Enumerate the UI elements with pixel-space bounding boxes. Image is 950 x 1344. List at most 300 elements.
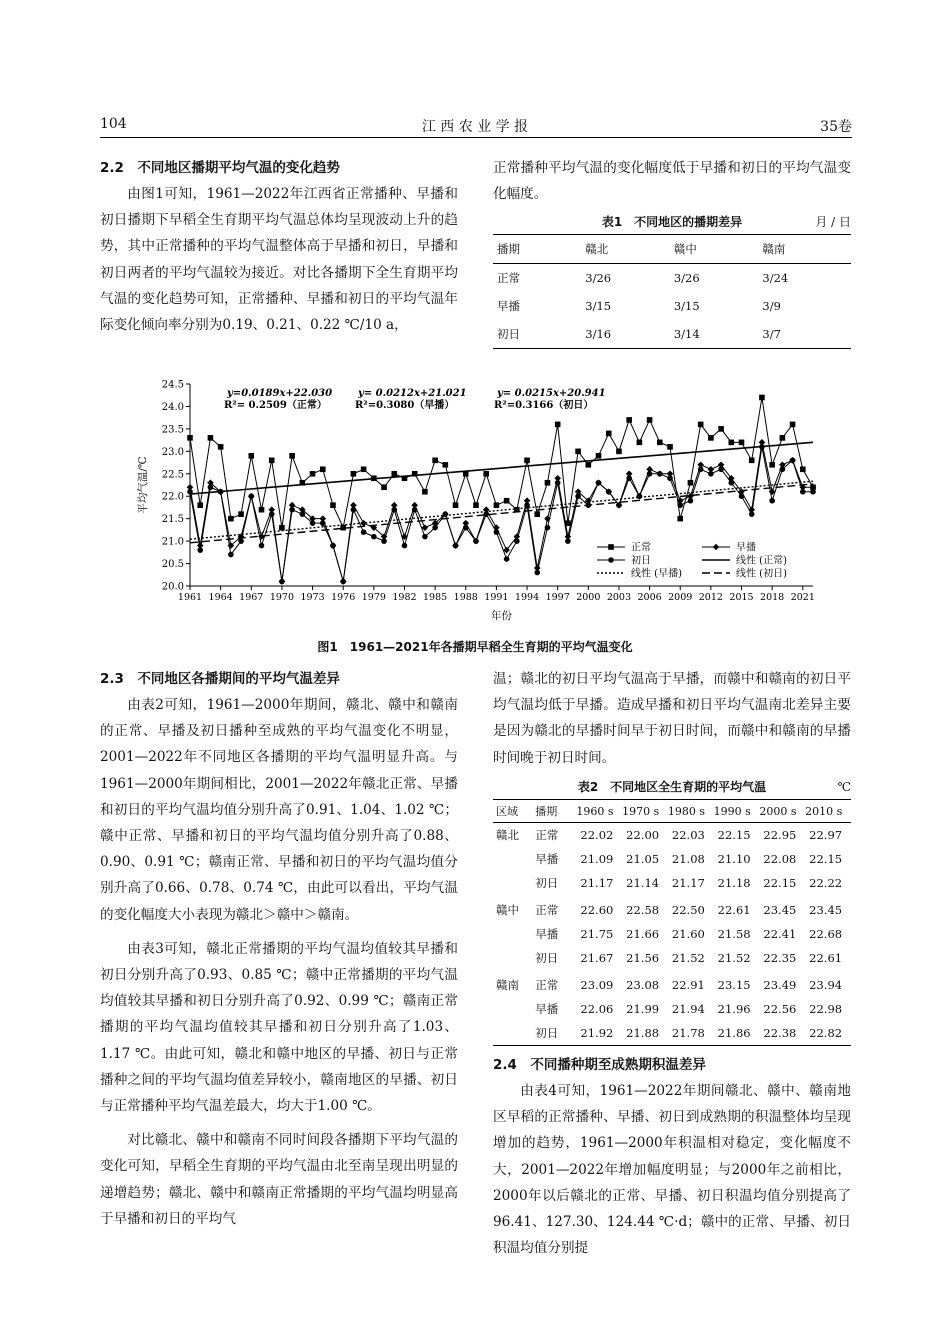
table-cell: 21.52 xyxy=(671,951,705,965)
table-cell: 正常 xyxy=(535,903,559,917)
table-header-cell: 赣北 xyxy=(585,235,674,264)
table-cell: 22.95 xyxy=(763,828,797,842)
data-point xyxy=(718,426,724,432)
table-cell: 22.41 xyxy=(763,927,797,941)
data-point xyxy=(790,422,796,428)
y-axis-label: 平均气温/℃ xyxy=(137,456,149,514)
data-point xyxy=(248,453,254,459)
table-cell: 22.03 xyxy=(671,828,705,842)
table-cell: 22.15 xyxy=(717,828,751,842)
data-point xyxy=(708,435,714,441)
data-point xyxy=(534,570,540,576)
data-point xyxy=(524,502,530,508)
table-cell: 22.38 xyxy=(763,1026,797,1040)
data-point xyxy=(320,466,326,472)
table-header-row xyxy=(493,235,851,264)
table-cell: 早播 xyxy=(535,1002,559,1016)
x-tick-label: 1970 xyxy=(269,592,295,603)
data-point xyxy=(494,529,500,535)
table-cell xyxy=(493,871,535,895)
data-point xyxy=(218,444,224,450)
table-caption: 表2 不同地区全生育期的平均气温 xyxy=(577,780,767,794)
y-tick-label: 24.5 xyxy=(161,379,184,391)
table-cell: 21.17 xyxy=(671,876,705,890)
data-point xyxy=(238,511,244,517)
table-cell: 22.68 xyxy=(809,927,843,941)
data-point xyxy=(371,534,377,540)
data-point xyxy=(187,435,193,441)
x-tick-label: 1994 xyxy=(514,592,540,603)
trend-equation: y= 0.0215x+20.941 xyxy=(497,388,606,399)
table-cell: 23.49 xyxy=(763,978,797,992)
x-tick-label: 2021 xyxy=(790,592,815,603)
table-cell: 22.50 xyxy=(671,903,705,917)
table-cell: 22.60 xyxy=(580,903,614,917)
table-cell: 23.45 xyxy=(809,903,843,917)
table-cell: 早播 xyxy=(497,299,520,313)
table-cell: 初日 xyxy=(497,327,520,341)
data-point xyxy=(248,493,254,499)
data-point xyxy=(187,489,193,495)
table-cell: 早播 xyxy=(535,852,559,866)
x-tick-label: 1979 xyxy=(361,592,386,603)
trend-line-2 xyxy=(190,481,813,539)
table-cell: 赣中 xyxy=(496,903,519,917)
table-cell: 22.61 xyxy=(809,951,843,965)
section-2-2 xyxy=(100,155,458,338)
table-cell: 22.58 xyxy=(626,903,660,917)
table-cell: 21.60 xyxy=(671,927,705,941)
table-cell: 赣北 xyxy=(496,828,519,842)
data-point xyxy=(381,538,387,544)
data-point xyxy=(769,498,775,504)
series-line-1 xyxy=(190,397,813,527)
data-point xyxy=(637,440,643,446)
table-cell: 初日 xyxy=(535,951,559,965)
data-point xyxy=(677,502,683,508)
table-cell: 22.91 xyxy=(671,978,705,992)
table-cell: 3/26 xyxy=(673,271,700,285)
x-tick-label: 1976 xyxy=(331,592,356,603)
x-tick-label: 1982 xyxy=(392,592,417,603)
data-point xyxy=(463,471,469,477)
section-2-3 xyxy=(100,666,458,1232)
table-header-cell: 2010 s xyxy=(805,800,851,823)
data-point xyxy=(443,462,449,468)
table-cell: 21.08 xyxy=(671,852,705,866)
table-cell: 21.17 xyxy=(580,876,614,890)
legend-label: 线性 (初日) xyxy=(736,568,787,580)
data-point xyxy=(453,502,459,508)
data-point xyxy=(361,529,367,535)
data-point xyxy=(197,547,203,553)
table-header-cell: 2000 s xyxy=(759,800,805,823)
x-axis-label: 年份 xyxy=(491,610,512,622)
table-cell: 22.98 xyxy=(809,1002,843,1016)
table-row xyxy=(493,264,851,293)
data-point xyxy=(279,579,285,585)
data-point xyxy=(800,466,806,472)
table-row xyxy=(493,292,851,320)
data-table xyxy=(493,799,851,1046)
journal-title: 江 西 农 业 学 报 xyxy=(421,119,529,135)
table-1 xyxy=(493,212,851,349)
paragraph: 由表2可知，1961—2000年期间，赣北、赣中和赣南的正常、早播及初日播种至成熟的平均气温变化不明显，2001—2022年不同地区各播期的平均气温明显升高。与1961—2000年期间相比，2001—2022年赣北正常、早播和初日的平均气温均值分别升高了0.91、1.04、1.02 ℃；赣中正常、早播和初日的平均气温均值分别升高了0.88、0.90、0.91 ℃；赣南正常、早播和初日的平均气温均值分别升高了0.66、0.78、0.74 ℃，由此可以看出，平均气温的变化幅度大小表现为赣北＞赣中＞赣南。 xyxy=(100,697,458,923)
data-point xyxy=(810,489,816,495)
table-cell: 22.06 xyxy=(580,1002,614,1016)
data-point xyxy=(688,498,694,504)
table-cell: 22.15 xyxy=(809,852,843,866)
data-point xyxy=(698,466,704,472)
trend-r2: R²=0.3166（初日） xyxy=(494,400,594,411)
section-2-2-continued xyxy=(493,155,851,207)
paragraph: 由表4可知，1961—2022年期间赣北、赣中、赣南地区早稻的正常播种、早播、初日到成熟期的积温整体均呈现增加的趋势，1961—2000年积温相对稳定，变化幅度不大，2001—2022年增加幅度明显；与2000年之前相比，2000年以后赣北的正常、早播、初日积温均值分别提高了96.41、127.30、124.44 ℃·d；赣中的正常、早播、初日积温均值分别提 xyxy=(493,1083,851,1257)
data-point xyxy=(402,475,408,481)
x-tick-label: 2000 xyxy=(576,592,601,603)
table-header-cell: 区域 xyxy=(493,800,535,823)
table-cell: 21.10 xyxy=(717,852,751,866)
section-2-4 xyxy=(493,1052,851,1261)
table-cell: 22.61 xyxy=(717,903,751,917)
data-point xyxy=(310,520,316,526)
paragraph: 正常播种平均气温的变化幅度低于早播和初日的平均气温变化幅度。 xyxy=(493,160,851,203)
data-point xyxy=(626,417,632,423)
data-point xyxy=(453,543,459,549)
table-cell: 22.82 xyxy=(809,1026,843,1040)
data-point xyxy=(422,489,428,495)
data-point xyxy=(504,498,510,504)
table-cell: 初日 xyxy=(535,1026,559,1040)
y-tick-label: 24.0 xyxy=(161,401,184,413)
table-cell: 23.09 xyxy=(580,978,614,992)
data-point xyxy=(575,493,581,499)
data-point xyxy=(463,525,469,531)
paragraph: 对比赣北、赣中和赣南不同时间段各播期下平均气温的变化可知，早稻全生育期的平均气温由北至南呈现出明显的递增趋势；赣北、赣中和赣南正常播期的平均气温均明显高于早播和初日的平均气 xyxy=(100,1132,458,1227)
table-cell: 21.99 xyxy=(626,1002,660,1016)
data-point xyxy=(228,552,234,558)
data-point xyxy=(616,449,622,455)
data-point xyxy=(412,507,418,513)
data-point xyxy=(391,471,397,477)
data-point xyxy=(800,489,806,495)
data-point xyxy=(749,511,755,517)
x-tick-label: 2018 xyxy=(760,592,785,603)
data-point xyxy=(759,444,765,450)
table-cell: 21.92 xyxy=(580,1026,614,1040)
table-2 xyxy=(493,777,851,1046)
data-point xyxy=(340,525,346,531)
data-point xyxy=(534,511,540,517)
data-point xyxy=(780,466,786,472)
data-point xyxy=(391,507,397,513)
legend-label: 初日 xyxy=(631,555,651,567)
data-point xyxy=(259,543,265,549)
data-point xyxy=(759,395,765,401)
data-point xyxy=(238,538,244,544)
data-point xyxy=(688,480,694,486)
trend-equation: y= 0.0212x+21.021 xyxy=(358,388,467,399)
data-point xyxy=(790,458,796,464)
data-point xyxy=(443,511,449,517)
x-tick-label: 1988 xyxy=(453,592,478,603)
data-point xyxy=(739,440,745,446)
x-tick-label: 1997 xyxy=(545,592,570,603)
data-point xyxy=(708,471,714,477)
data-point xyxy=(586,462,592,468)
table-cell: 3/14 xyxy=(673,327,700,341)
data-point xyxy=(289,453,295,459)
y-tick-label: 23.0 xyxy=(161,446,184,458)
table-cell: 22.56 xyxy=(763,1002,797,1016)
data-point xyxy=(596,480,602,486)
volume-label: 35卷 xyxy=(820,119,852,135)
table-cell: 21.05 xyxy=(626,852,660,866)
table-unit: ℃ xyxy=(837,780,851,794)
table-cell: 22.22 xyxy=(809,876,843,890)
data-point xyxy=(494,502,500,508)
trend-equation: y=0.0189x+22.030 xyxy=(227,388,333,399)
data-point xyxy=(616,502,622,508)
data-point xyxy=(749,458,755,464)
table-cell: 21.58 xyxy=(717,927,751,941)
table-header-cell: 播期 xyxy=(535,800,576,823)
table-cell: 21.09 xyxy=(580,852,614,866)
table-cell: 3/9 xyxy=(762,299,781,313)
legend-label: 早播 xyxy=(736,542,756,554)
section-2-3-continued xyxy=(493,666,851,771)
paragraph: 由图1可知，1961—2022年江西省正常播种、早播和初日播期下早稻全生育期平均气温总体均呈现波动上升的趋势，其中正常播种的平均气温整体高于早播和初日，早播和初日两者的平均气温较为接近。对比各播期下全生育期平均气温的变化趋势可知，正常播种、早播和初日的平均气温年际变化倾向率分别为0.19、0.21、0.22 ℃/10 a， xyxy=(100,186,458,334)
x-tick-label: 1973 xyxy=(300,592,325,603)
data-point xyxy=(259,507,265,513)
paragraph: 由表3可知，赣北正常播期的平均气温均值较其早播和初日分别升高了0.93、0.85 ℃；赣中正常播期的平均气温均值较其早播和初日分别升高了0.92、0.99 ℃；赣南正常播期的平均气温均值较其早播和初日分别升高了1.03、1.17 ℃。由此可知，赣北和赣中地区的早播、初日与正常播种之间的平均气温均值差异较小，赣南地区的早播、初日与正常播种平均气温差最大，均大于1.00 ℃。 xyxy=(100,940,458,1115)
data-point xyxy=(269,511,275,517)
data-point xyxy=(667,475,673,481)
data-point xyxy=(657,440,663,446)
data-point xyxy=(228,516,234,522)
y-tick-label: 21.0 xyxy=(161,536,184,548)
table-cell: 21.86 xyxy=(717,1026,751,1040)
x-tick-label: 1967 xyxy=(239,592,264,603)
legend-label: 线性 (早播) xyxy=(631,568,682,580)
table-cell: 3/24 xyxy=(762,271,789,285)
data-point xyxy=(780,435,786,441)
table-cell: 早播 xyxy=(535,927,559,941)
x-tick-label: 1991 xyxy=(484,592,509,603)
table-cell: 初日 xyxy=(535,876,559,890)
table-row xyxy=(493,847,851,871)
table-row xyxy=(493,320,851,349)
data-point xyxy=(596,453,602,459)
page-number: 104 xyxy=(100,116,127,132)
data-point xyxy=(626,475,632,481)
x-tick-label: 2006 xyxy=(637,592,662,603)
y-tick-label: 22.0 xyxy=(161,491,184,503)
data-point xyxy=(473,502,479,508)
table-cell: 21.56 xyxy=(626,951,660,965)
x-tick-label: 2009 xyxy=(668,592,693,603)
table-cell: 正常 xyxy=(497,271,520,285)
data-point xyxy=(728,480,734,486)
table-cell: 21.18 xyxy=(717,876,751,890)
figure-caption: 图1 1961—2021年各播期早稻全生育期的平均气温变化 xyxy=(317,640,633,654)
data-point xyxy=(208,435,214,441)
data-point xyxy=(677,516,683,522)
table-header-cell: 赣中 xyxy=(674,235,763,264)
data-point xyxy=(371,475,377,481)
figure-1-chart xyxy=(130,372,830,630)
section-title: 2.2 不同地区播期平均气温的变化趋势 xyxy=(100,160,340,176)
data-point xyxy=(197,502,203,508)
table-row xyxy=(493,895,851,922)
x-tick-label: 1964 xyxy=(208,592,233,603)
data-point xyxy=(218,489,224,495)
table-row xyxy=(493,970,851,997)
table-cell: 23.08 xyxy=(626,978,660,992)
data-point xyxy=(422,534,428,540)
data-point xyxy=(483,471,489,477)
data-point xyxy=(606,489,612,495)
data-point xyxy=(432,458,438,464)
table-header-cell: 1980 s xyxy=(668,800,714,823)
table-row xyxy=(493,946,851,970)
data-point xyxy=(545,525,551,531)
table-header-cell: 赣南 xyxy=(762,235,851,264)
table-cell: 23.45 xyxy=(763,903,797,917)
table-header-cell: 1960 s xyxy=(576,800,622,823)
data-point xyxy=(524,458,530,464)
table-row xyxy=(493,823,851,848)
data-point xyxy=(514,507,520,513)
data-point xyxy=(269,458,275,464)
data-point xyxy=(208,484,214,490)
y-tick-label: 22.5 xyxy=(161,469,184,481)
data-point xyxy=(300,480,306,486)
table-cell: 22.97 xyxy=(809,828,843,842)
data-point xyxy=(769,462,775,468)
table-cell: 3/7 xyxy=(762,327,781,341)
table-cell: 21.88 xyxy=(626,1026,660,1040)
legend-label: 正常 xyxy=(631,542,651,554)
data-point xyxy=(320,520,326,526)
data-point xyxy=(351,471,357,477)
table-cell xyxy=(493,946,535,970)
data-point xyxy=(739,493,745,499)
paragraph: 温；赣北的初日平均气温高于早播，而赣中和赣南的初日平均气温均低于早播。造成早播和初日平均气温南北差异主要是因为赣北的早播时间早于初日时间，而赣中和赣南的早播时间晚于初日时间。 xyxy=(493,671,851,766)
data-point xyxy=(330,543,336,549)
x-tick-label: 2015 xyxy=(729,592,754,603)
section-title: 2.4 不同播种期至成熟期积温差异 xyxy=(493,1057,706,1073)
data-point xyxy=(718,466,724,472)
x-tick-label: 2003 xyxy=(606,592,632,603)
trend-r2: R²=0.3080（早播） xyxy=(355,400,455,411)
data-point xyxy=(565,538,571,544)
legend-marker xyxy=(608,557,614,563)
y-tick-label: 21.5 xyxy=(161,514,184,526)
header-rule xyxy=(100,137,852,138)
data-point xyxy=(667,444,673,450)
table-unit: 月 / 日 xyxy=(815,215,851,229)
data-point xyxy=(657,471,663,477)
table-header-cell: 播期 xyxy=(493,235,585,264)
table-cell: 赣南 xyxy=(496,978,519,992)
table-cell: 23.94 xyxy=(809,978,843,992)
table-cell: 21.94 xyxy=(671,1002,705,1016)
legend-label: 线性 (正常) xyxy=(736,555,787,567)
y-tick-label: 20.5 xyxy=(161,559,184,571)
data-point xyxy=(555,422,561,428)
data-point xyxy=(504,556,510,562)
data-point xyxy=(360,520,367,527)
data-point xyxy=(412,471,418,477)
table-cell: 3/26 xyxy=(585,271,612,285)
table-row xyxy=(493,997,851,1021)
table-cell: 21.52 xyxy=(717,951,751,965)
x-tick-label: 1961 xyxy=(177,592,203,603)
table-cell: 21.66 xyxy=(626,927,660,941)
data-point xyxy=(361,466,367,472)
y-tick-label: 23.5 xyxy=(161,424,184,436)
x-tick-label: 2012 xyxy=(698,592,723,603)
y-tick-label: 20.0 xyxy=(161,581,184,593)
data-point xyxy=(647,417,653,423)
data-point xyxy=(300,511,306,517)
table-cell: 21.67 xyxy=(580,951,614,965)
table-cell xyxy=(493,1021,535,1046)
x-tick-label: 1985 xyxy=(423,592,448,603)
data-point xyxy=(514,538,520,544)
table-cell: 22.35 xyxy=(763,951,797,965)
data-point xyxy=(637,493,643,499)
data-point xyxy=(483,511,489,517)
data-point xyxy=(586,502,592,508)
table-cell: 3/15 xyxy=(673,299,700,313)
section-title: 2.3 不同地区各播期间的平均气温差异 xyxy=(100,671,340,687)
table-row xyxy=(493,871,851,895)
data-point xyxy=(575,449,581,455)
data-point xyxy=(606,431,612,437)
data-point xyxy=(351,507,357,513)
data-point xyxy=(289,507,295,513)
data-point xyxy=(698,422,704,428)
table-cell: 21.78 xyxy=(671,1026,705,1040)
data-point xyxy=(310,471,316,477)
table-row xyxy=(493,1021,851,1046)
table-cell: 3/16 xyxy=(585,327,612,341)
data-point xyxy=(330,502,336,508)
table-header-cell: 1970 s xyxy=(622,800,668,823)
data-point xyxy=(432,525,438,531)
table-cell: 3/15 xyxy=(585,299,612,313)
table-cell: 21.96 xyxy=(717,1002,751,1016)
legend-marker xyxy=(608,544,614,550)
data-point xyxy=(402,543,408,549)
data-point xyxy=(279,525,285,531)
table-cell: 正常 xyxy=(535,978,559,992)
data-point xyxy=(545,480,551,486)
table-cell: 21.75 xyxy=(580,927,614,941)
data-point xyxy=(473,538,479,544)
table-cell xyxy=(493,922,535,946)
table-cell: 22.08 xyxy=(763,852,797,866)
table-cell: 23.15 xyxy=(717,978,751,992)
table-cell xyxy=(493,997,535,1021)
table-cell xyxy=(493,847,535,871)
table-header-row xyxy=(493,800,851,823)
data-point xyxy=(728,440,734,446)
table-caption: 表1 不同地区的播期差异 xyxy=(601,215,743,229)
data-table xyxy=(493,234,851,349)
table-cell: 正常 xyxy=(535,828,559,842)
